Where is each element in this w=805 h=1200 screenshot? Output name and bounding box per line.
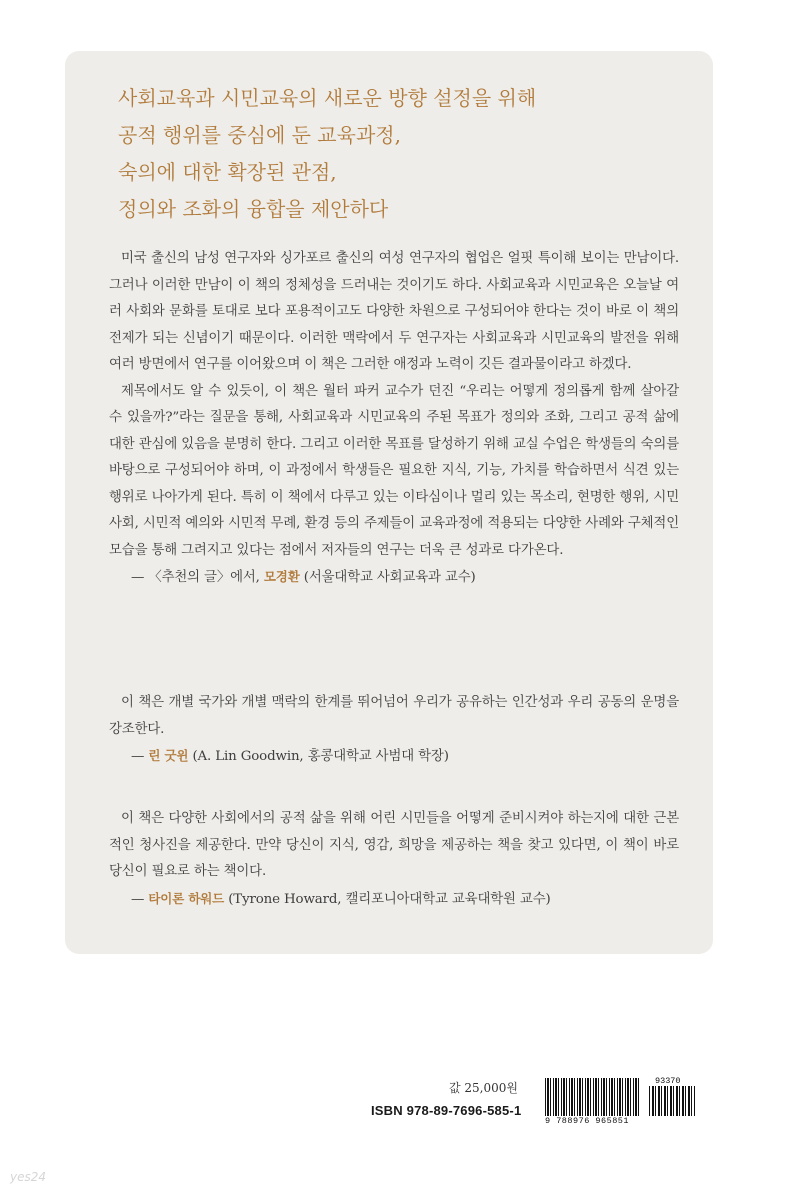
paragraph: 이 책은 다양한 사회에서의 공적 삶을 위해 어린 시민들을 어떻게 준비시켜야 하는지에 대한 근본적인 청사진을 제공한다. 만약 당신이 지식, 영감, 희망을 제공하는 책을 찾고 있다면, 이 책이 바로 당신이 필요로 하는 책이다. [109,811,679,879]
author-name: 타이론 하워드 [148,890,225,906]
headline-line: 사회교육과 시민교육의 새로운 방향 설정을 위해 [118,86,537,110]
author-title: (서울대학교 사회교육과 교수) [303,570,476,585]
author-title: (Tyrone Howard, 캘리포니아대학교 교육대학원 교수) [228,891,551,907]
headline-line: 숙의에 대한 확장된 관점, [118,160,337,184]
barcode-bars [545,1078,640,1116]
attribution [109,743,679,771]
isbn-label: ISBN 978-89-7696-585-1 [371,1103,522,1118]
watermark: yes24 [10,1170,47,1184]
author-title: (A. Lin Goodwin, 홍콩대학교 사범대 학장) [192,749,449,764]
paragraph: 미국 출신의 남성 연구자와 싱가포르 출신의 여성 연구자의 협업은 얼핏 특이해 보이는 만남이다. 그러나 이러한 만남이 이 책의 정체성을 드러내는 것이기도 하다. 사회교육과 시민교육은 오늘날 여러 사회와 문화를 토대로 보다 포용적이고도 다양한 차원으로 구성되어야 한다는 것이 바로 이 책의 전제가 되는 신념이기 때문이다. 이러한 맥락에서 두 연구자는 사회교육과 시민교육의 발전을 위해 여러 방면에서 연구를 이어왔으며 이 책은 그러한 애정과 노력이 깃든 결과물이라고 하겠다. [109,251,679,372]
barcode-addon-digits: 93370 [655,1076,681,1086]
headline-line: 정의와 조화의 융합을 제안하다 [118,197,389,221]
endorsement-section [109,806,679,913]
paragraph: 이 책은 개별 국가와 개별 맥락의 한계를 뛰어넘어 우리가 공유하는 인간성과 우리 공동의 운명을 강조한다. [109,695,679,737]
attribution [109,564,679,592]
barcode-addon-bars [649,1086,695,1116]
attribution-prefix: — [131,749,145,764]
barcode [545,1078,697,1126]
barcode-digits: 9 788976 965851 [545,1116,630,1126]
recommendation-section [109,246,679,592]
attribution-prefix: — 〈추천의 글〉에서, [131,570,260,585]
paragraph: 제목에서도 알 수 있듯이, 이 책은 월터 파커 교수가 던진 “우리는 어떻게 정의롭게 함께 살아갈 수 있을까?”라는 질문을 통해, 사회교육과 시민교육의 주된 목표가 정의와 조화, 그리고 공적 삶에 대한 관심에 있음을 분명히 한다. 그리고 이러한 목표를 달성하기 위해 교실 수업은 학생들의 숙의를 바탕으로 구성되어야 하며, 이 과정에서 학생들은 필요한 지식, 기능, 가치를 학습하면서 식견 있는 행위로 나아가게 된다. 특히 이 책에서 다루고 있는 이타심이나 멀리 있는 목소리, 현명한 행위, 시민사회, 시민적 예의와 시민적 무례, 환경 등의 주제들이 교육과정에 적용되는 다양한 사례와 구체적인 모습을 통해 그려지고 있다는 점에서 저자들의 연구는 더욱 큰 성과로 다가온다. [109,383,679,558]
author-name: 모경환 [263,569,300,584]
headline [118,80,678,228]
author-name: 린 굿윈 [148,748,189,763]
headline-line: 공적 행위를 중심에 둔 교육과정, [118,123,401,147]
price-label: 값 25,000원 [449,1081,518,1095]
attribution [109,886,679,914]
attribution-prefix: — [131,891,145,907]
endorsement-section [109,690,679,771]
